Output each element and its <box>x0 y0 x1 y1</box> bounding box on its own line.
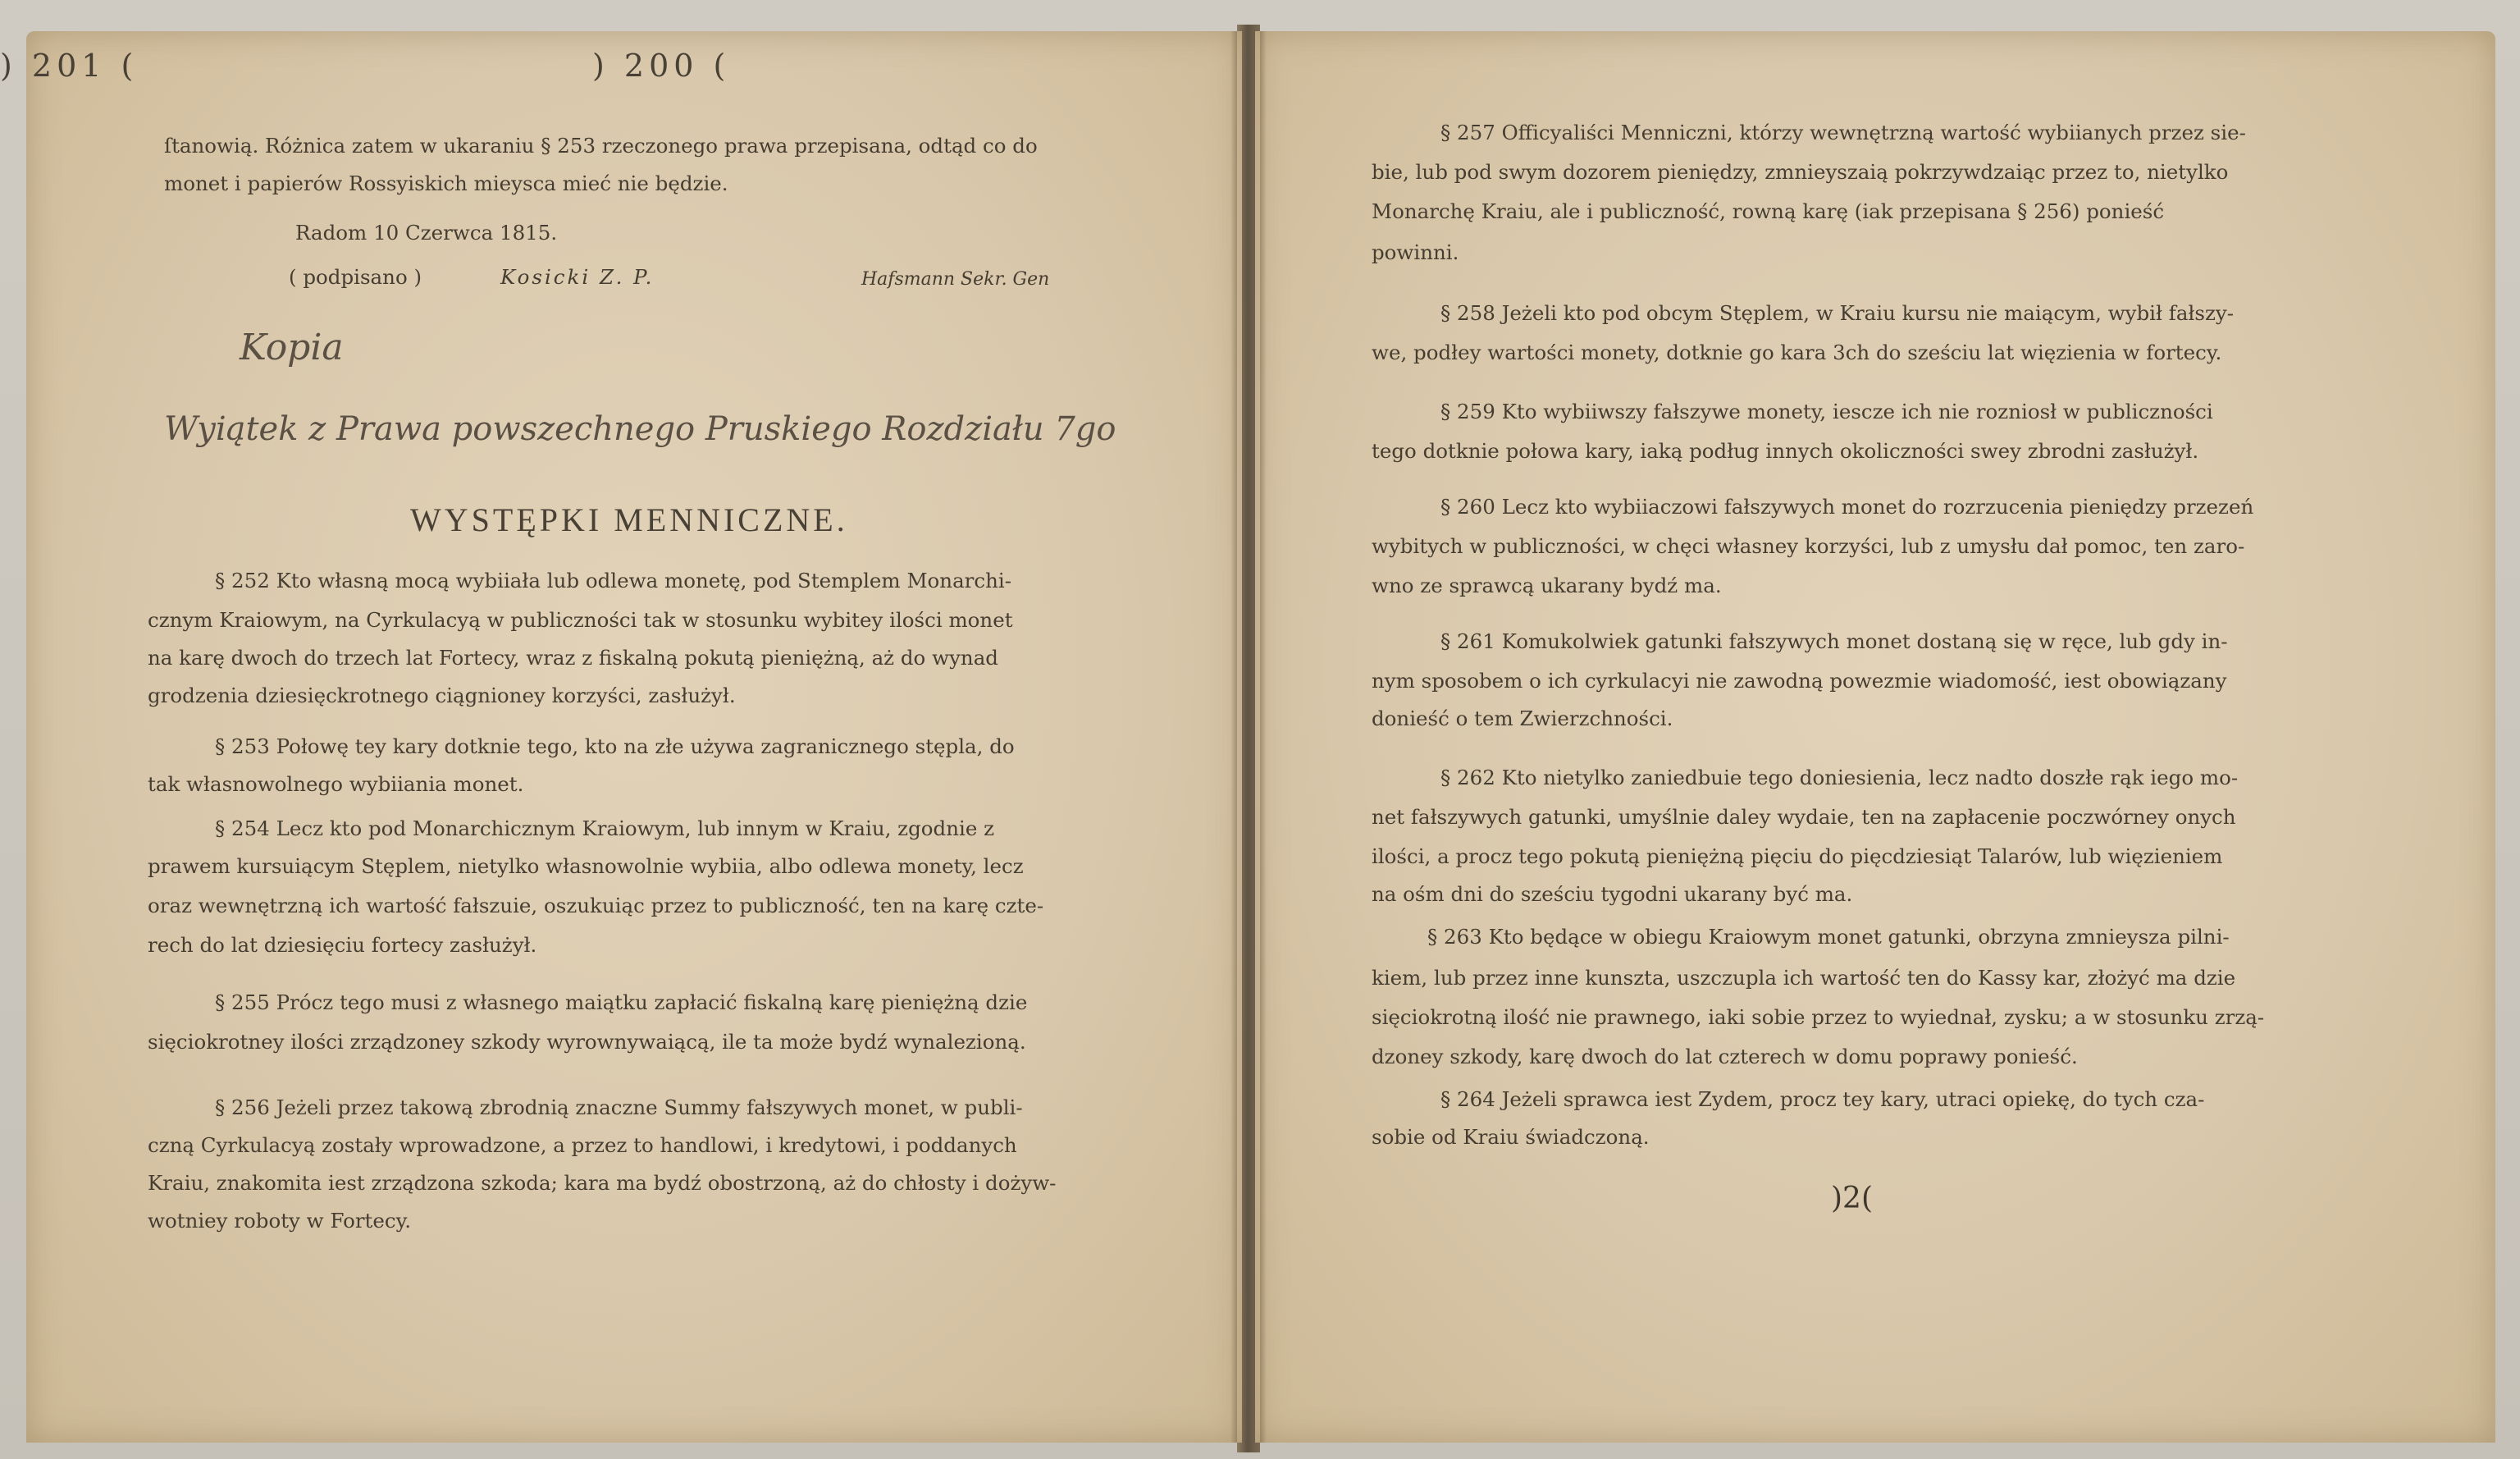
text-line: sięciokrotną ilość nie prawnego, iaki sobie przez to wyiednał, zysku; a w stosunku zrzą- <box>1372 1005 2265 1029</box>
text-line: cznym Kraiowym, na Cyrkulacyą w publiczności tak w stosunku wybitey ilości monet <box>148 608 1013 632</box>
text-line: powinni. <box>1372 240 1459 264</box>
text-line: ilości, a procz tego pokutą pieniężną pięciu do pięcdziesiąt Talarów, lub więzieniem <box>1372 844 2223 868</box>
text-line: Monarchę Kraiu, ale i publiczność, rowną karę (iak przepisana § 256) ponieść <box>1372 199 2165 223</box>
text-line: § 252 Kto własną mocą wybiiała lub odlewa monetę, pod Stemplem Monarchi- <box>215 569 1012 592</box>
signed-label: ( podpisano ) <box>289 265 422 289</box>
text-line: czną Cyrkulacyą zostały wprowadzone, a przez to handlowi, i kredytowi, i poddanych <box>148 1133 1017 1157</box>
subtitle-heading: Wyiątek z Prawa powszechnego Pruskiego Rozdziału 7go <box>164 410 1116 448</box>
text-line: wotniey roboty w Fortecy. <box>148 1209 412 1233</box>
text-line: tego dotknie połowa kary, iaką podług innych okoliczności swey zbrodni zasłużył. <box>1372 439 2199 463</box>
text-line: na ośm dni do sześciu tygodni ukarany być ma. <box>1372 882 1853 906</box>
text-line: § 260 Lecz kto wybiiaczowi fałszywych monet do rozrzucenia pieniędzy przezeń <box>1440 495 2254 519</box>
place-date: Radom 10 Czerwca 1815. <box>295 221 558 245</box>
page-number-left: ) 200 ( <box>592 48 731 84</box>
text-line: na karę dwoch do trzech lat Fortecy, wraz z fiskalną pokutą pieniężną, aż do wynad <box>148 646 998 670</box>
kopia-heading: Kopia <box>240 327 344 368</box>
text-line: § 258 Jeżeli kto pod obcym Stęplem, w Kraiu kursu nie maiącym, wybił fałszy- <box>1440 301 2234 325</box>
text-line: kiem, lub przez inne kunszta, uszczupla ich wartość ten do Kassy kar, złożyć ma dzie <box>1372 966 2236 990</box>
text-line: § 254 Lecz kto pod Monarchicznym Kraiowym, lub innym w Kraiu, zgodnie z <box>215 816 995 840</box>
text-line: dzoney szkody, karę dwoch do lat czterech w domu poprawy ponieść. <box>1372 1045 2078 1068</box>
text-line: § 261 Komukolwiek gatunki fałszywych monet dostaną się w ręce, lub gdy in- <box>1440 629 2228 653</box>
text-line: ſtanowią. Różnica zatem w ukaraniu § 253 rzeczonego prawa przepisana, odtąd co do <box>164 134 1038 158</box>
secretary-name: Hafsmann Sekr. Gen <box>861 269 1050 290</box>
text-line: nym sposobem o ich cyrkulacyi nie zawodną powezmie wiadomość, iest obowiązany <box>1372 669 2227 693</box>
signer-name: Kosicki Z. P. <box>500 265 655 289</box>
end-ornament: )2( <box>1831 1182 1873 1215</box>
text-line: § 256 Jeżeli przez takową zbrodnią znaczne Summy fałszywych monet, w publi- <box>215 1095 1023 1119</box>
page-number-right: ) 201 ( <box>0 48 139 84</box>
text-line: Kraiu, znakomita iest zrządzona szkoda; kara ma bydź obostrzoną, aż do chłosty i dożyw- <box>148 1171 1057 1195</box>
text-line: wybitych w publiczności, w chęci własney korzyści, lub z umysłu dał pomoc, ten zaro- <box>1372 534 2245 558</box>
text-line: oraz wewnętrzną ich wartość fałszuie, oszukuiąc przez to publiczność, ten na karę czte- <box>148 894 1044 917</box>
section-title: WYSTĘPKI MENNICZNE. <box>410 501 848 538</box>
text-line: § 255 Prócz tego musi z własnego maiątku zapłacić fiskalną karę pieniężną dzie <box>215 990 1028 1014</box>
text-line: § 264 Jeżeli sprawca iest Zydem, procz tey kary, utraci opiekę, do tych cza- <box>1440 1087 2205 1111</box>
text-line: bie, lub pod swym dozorem pieniędzy, zmnieyszaią pokrzywdzaiąc przez to, nietylko <box>1372 160 2229 184</box>
text-line: we, podłey wartości monety, dotknie go kara 3ch do sześciu lat więzienia w fortecy. <box>1372 341 2222 364</box>
text-line: § 263 Kto będące w obiegu Kraiowym monet gatunki, obrzyna zmnieysza pilni- <box>1427 925 2230 949</box>
text-line: wno ze sprawcą ukarany bydź ma. <box>1372 574 1722 597</box>
text-line: sobie od Kraiu świadczoną. <box>1372 1125 1650 1149</box>
text-line: § 262 Kto nietylko zaniedbuie tego doniesienia, lecz nadto doszłe rąk iego mo- <box>1440 766 2239 789</box>
right-crease <box>1260 31 1267 1443</box>
text-line: § 257 Officyaliści Menniczni, którzy wewnętrzną wartość wybiianych przez sie- <box>1440 121 2246 144</box>
text-line: donieść o tem Zwierzchności. <box>1372 707 1673 730</box>
left-crease <box>1230 31 1237 1443</box>
text-line: sięciokrotney ilości zrządzoney szkody wyrownywaiącą, ile ta może bydź wynalezioną. <box>148 1030 1026 1054</box>
text-line: monet i papierów Rossyiskich mieysca mieć nie będzie. <box>164 172 728 195</box>
text-line: rech do lat dziesięciu fortecy zasłużył. <box>148 933 537 957</box>
text-line: grodzenia dziesięckrotnego ciągnioney korzyści, zasłużył. <box>148 684 736 707</box>
text-line: tak własnowolnego wybiiania monet. <box>148 772 524 796</box>
text-line: net fałszywych gatunki, umyślnie daley wydaie, ten na zapłacenie poczwórney onych <box>1372 805 2236 829</box>
text-line: § 259 Kto wybiiwszy fałszywe monety, iescze ich nie rozniosł w publiczności <box>1440 400 2213 423</box>
text-line: § 253 Połowę tey kary dotknie tego, kto na złe używa zagranicznego stępla, do <box>215 734 1015 758</box>
text-line: prawem kursuiącym Stęplem, nietylko własnowolnie wybiia, albo odlewa monety, lecz <box>148 854 1024 878</box>
